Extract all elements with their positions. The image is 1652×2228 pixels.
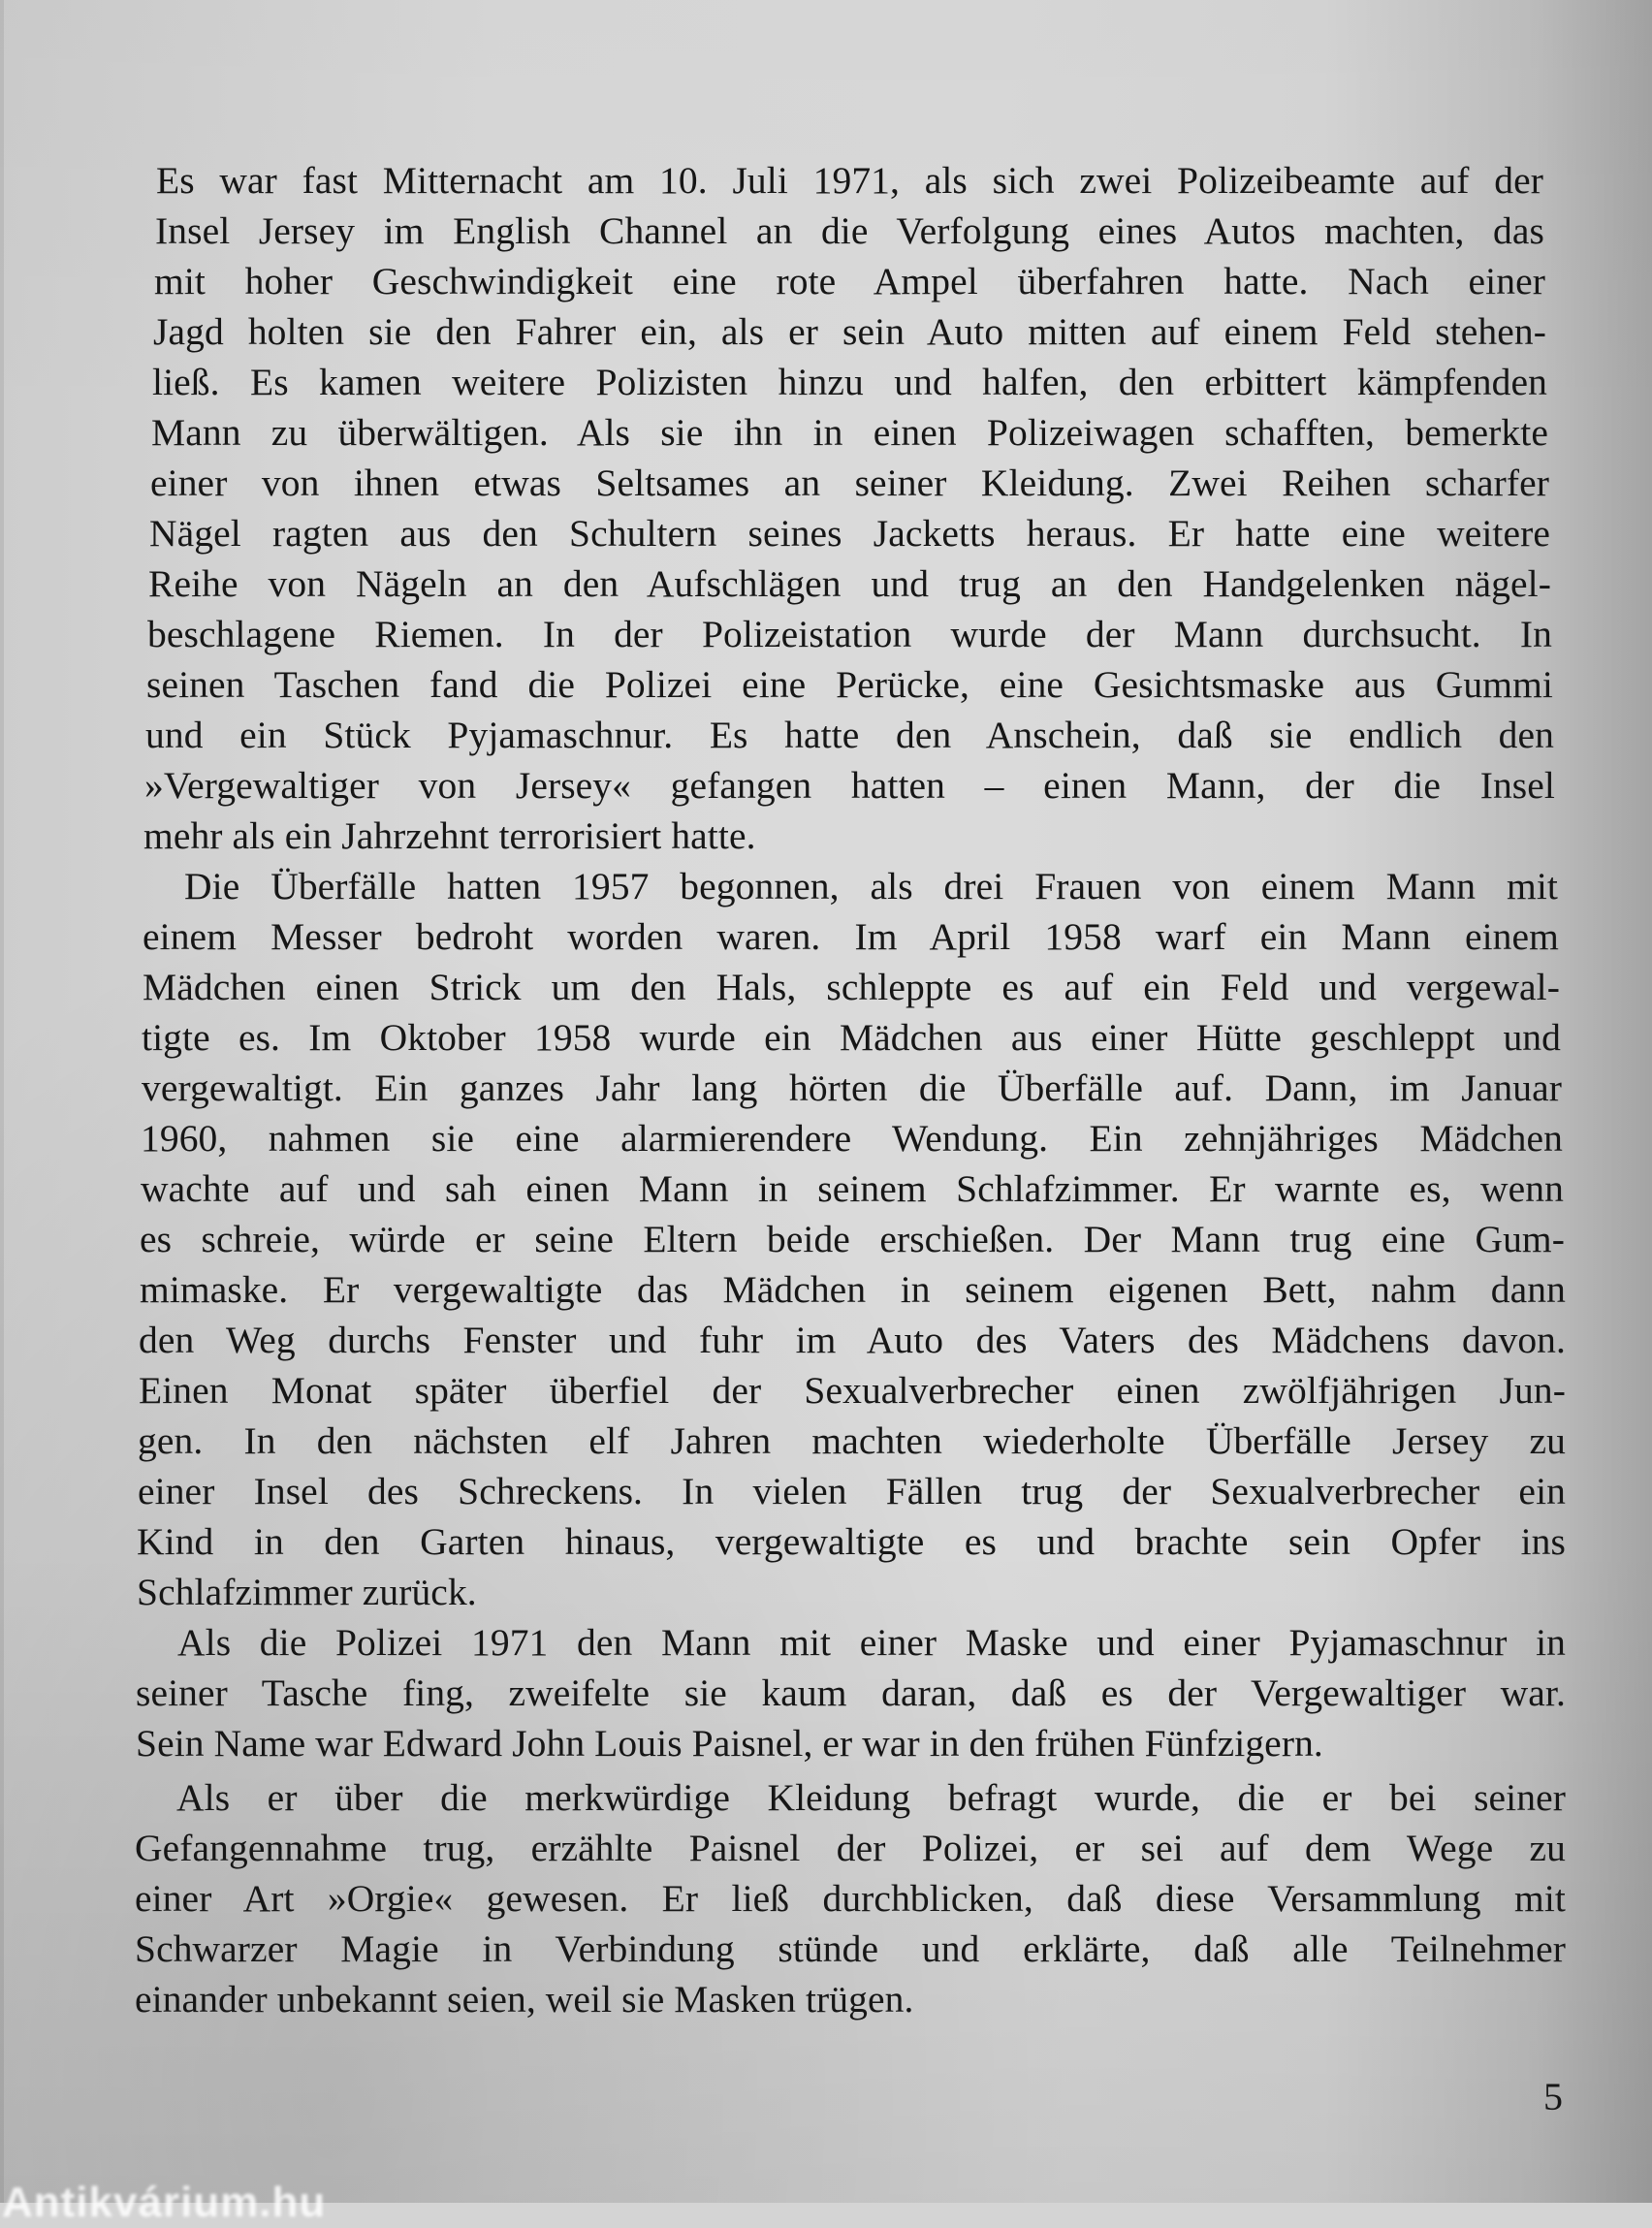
text-line: Gefangennahme trug, erzählte Paisnel der Polizei, er sei auf dem Wege zu [135,1827,1566,1869]
text-line: vergewaltigt. Ein ganzes Jahr lang hörten die Überfälle auf. Dann, im Januar [142,1066,1562,1109]
text-line: es schreie, würde er seine Eltern beide erschießen. Der Mann trug eine Gum- [140,1218,1565,1260]
text-line: Kind in den Garten hinaus, vergewaltigte es und brachte sein Opfer ins [137,1520,1566,1563]
text-line: wachte auf und sah einen Mann in seinem Schlafzimmer. Er warnte es, wenn [141,1167,1564,1210]
text-line: Es war fast Mitternacht am 10. Juli 1971, als sich zwei Polizeibeamte auf der [156,159,1543,202]
text-line: einer Insel des Schreckens. In vielen Fällen trug der Sexualverbrecher ein [138,1470,1566,1512]
text-line: Als die Polizei 1971 den Mann mit einer Maske und einer Pyjamaschnur in [177,1621,1566,1664]
text-line: einer von ihnen etwas Seltsames an seiner Kleidung. Zwei Reihen scharfer [150,462,1549,504]
text-line: seiner Tasche fing, zweifelte sie kaum daran, daß es der Vergewaltiger war. [136,1671,1566,1714]
text-line: Mann zu überwältigen. Als sie ihn in einen Polizeiwagen schafften, bemerkte [151,411,1548,454]
text-line: einem Messer bedroht worden waren. Im April 1958 warf ein Mann einem [143,915,1559,958]
text-line: seinen Taschen fand die Polizei eine Perücke, eine Gesichtsmaske aus Gummi [146,663,1553,706]
text-line: beschlagene Riemen. In der Polizeistation wurde der Mann durchsucht. In [147,613,1552,655]
text-line: »Vergewaltiger von Jersey« gefangen hatten – einen Mann, der die Insel [144,764,1555,807]
text-line: ließ. Es kamen weitere Polizisten hinzu und halfen, den erbittert kämpfenden [152,361,1547,403]
text-line: einer Art »Orgie« gewesen. Er ließ durchblicken, daß diese Versammlung mit [135,1877,1566,1920]
text-line: mehr als ein Jahrzehnt terrorisiert hatte. [143,814,756,857]
text-line: und ein Stück Pyjamaschnur. Es hatte den Anschein, daß sie endlich den [145,714,1554,756]
text-line: Schwarzer Magie in Verbindung stünde und erklärte, daß alle Teilnehmer [135,1927,1566,1970]
text-line: einander unbekannt seien, weil sie Masken trügen. [135,1978,914,2021]
text-line: Als er über die merkwürdige Kleidung befragt wurde, die er bei seiner [176,1776,1566,1819]
text-line: mimaske. Er vergewaltigte das Mädchen in seinem eigenen Bett, nahm dann [140,1268,1566,1311]
text-line: gen. In den nächsten elf Jahren machten wiederholte Überfälle Jersey zu [138,1419,1566,1462]
text-line: Reihe von Nägeln an den Aufschlägen und trug an den Handgelenken nägel- [148,562,1551,605]
text-line: 1960, nahmen sie eine alarmierendere Wendung. Ein zehnjähriges Mädchen [141,1117,1563,1160]
text-line: den Weg durchs Fenster und fuhr im Auto des Vaters des Mädchens davon. [139,1319,1566,1361]
page-number: 5 [1543,2075,1563,2118]
text-line: Schlafzimmer zurück. [137,1571,477,1613]
text-line: Einen Monat später überfiel der Sexualverbrecher einen zwölfjährigen Jun- [139,1369,1566,1412]
text-line: mit hoher Geschwindigkeit eine rote Ampel überfahren hatte. Nach einer [154,260,1545,302]
text-line: tigte es. Im Oktober 1958 wurde ein Mädchen aus einer Hütte geschleppt und [142,1016,1561,1059]
text-line: Jagd holten sie den Fahrer ein, als er sein Auto mitten auf einem Feld stehen- [153,310,1546,353]
text-line: Sein Name war Edward John Louis Paisnel, er war in den frühen Fünfzigern. [136,1722,1323,1765]
text-line: Insel Jersey im English Channel an die Verfolgung eines Autos machten, das [155,209,1544,252]
text-line: Nägel ragten aus den Schultern seines Jacketts heraus. Er hatte eine weitere [149,512,1550,555]
text-line: Die Überfälle hatten 1957 begonnen, als drei Frauen von einem Mann mit [184,865,1558,907]
text-line: Mädchen einen Strick um den Hals, schleppte es auf ein Feld und vergewal- [143,966,1560,1008]
watermark: Antikvárium.hu [2,2179,327,2226]
